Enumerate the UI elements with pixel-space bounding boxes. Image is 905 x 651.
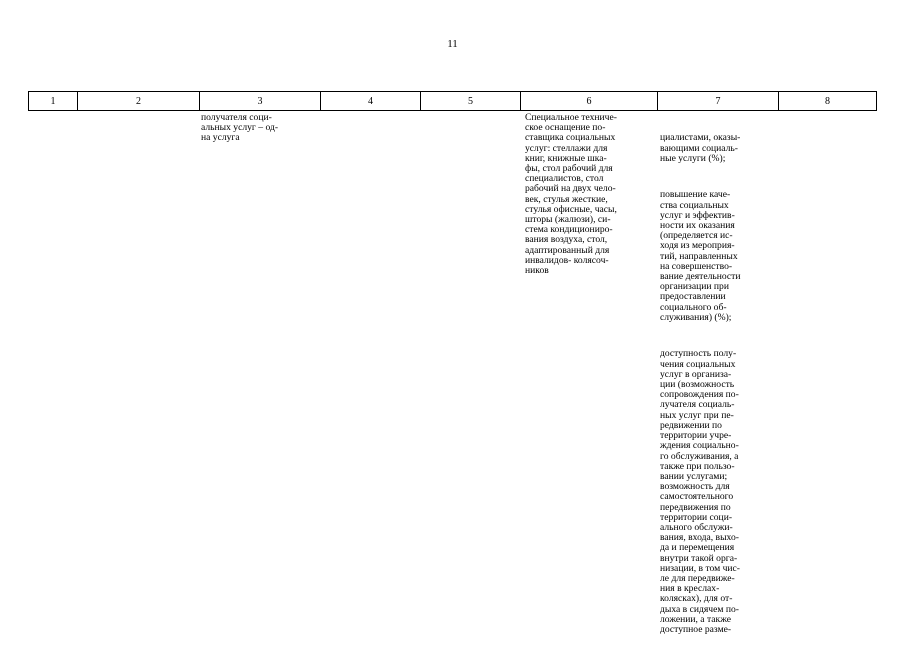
column-header-8: 8 [779, 92, 877, 111]
indicator-paragraph: циалистами, оказы- вающими социаль- ные услуги (%); [660, 132, 741, 164]
column-header-2: 2 [78, 92, 200, 111]
column-header-6: 6 [521, 92, 658, 111]
cell-col3-recipient-text: получателя соци- альных услуг – од- на услуга [201, 112, 279, 144]
indicator-paragraph: доступность полу- чения социальных услуг в организа- ции (возможность сопровождения по- лучателя социаль- ных услуг при пе- редвижении по территории учре- ждения социально- го обслуживания, а также при пользо- вании услугами; возможность для самостоятельного передвижения по территории соци- ального обслужи- вания, входа, выхо- да и перемещения внутри такой орга- низации, в том чис- ле для передвиже- ния в креслах- колясках), для от- дыха в сидячем по- ложении, а также доступное разме- [660, 348, 741, 635]
indicator-paragraph: повышение каче- ства социальных услуг и эффектив- ности их оказания (определяется ис- ходя из мероприя- тий, направленных на совершенство- вание деятельности организации при предоставлении социального об- служивания) (%); [660, 189, 741, 323]
column-header-3: 3 [200, 92, 321, 111]
page-number: 11 [447, 38, 458, 50]
column-header-4: 4 [321, 92, 421, 111]
cell-col7-indicators [660, 113, 741, 651]
column-header-5: 5 [421, 92, 521, 111]
column-header-7: 7 [658, 92, 779, 111]
cell-col6-equipment-text: Специальное техниче- ское оснащение по- ставщика социальных услуг: стеллажи для книг, книжные шка- фы, стол рабочий для специалистов, стол рабочий на двух чело- век, стулья жесткие, стулья офисные, часы, шторы (жалюзи), си- стема кондициониро- вания воздуха, стол, адаптированный для инвалидов- колясоч- ников [525, 112, 617, 277]
column-header-1: 1 [29, 92, 78, 111]
table-header-row [28, 91, 877, 111]
